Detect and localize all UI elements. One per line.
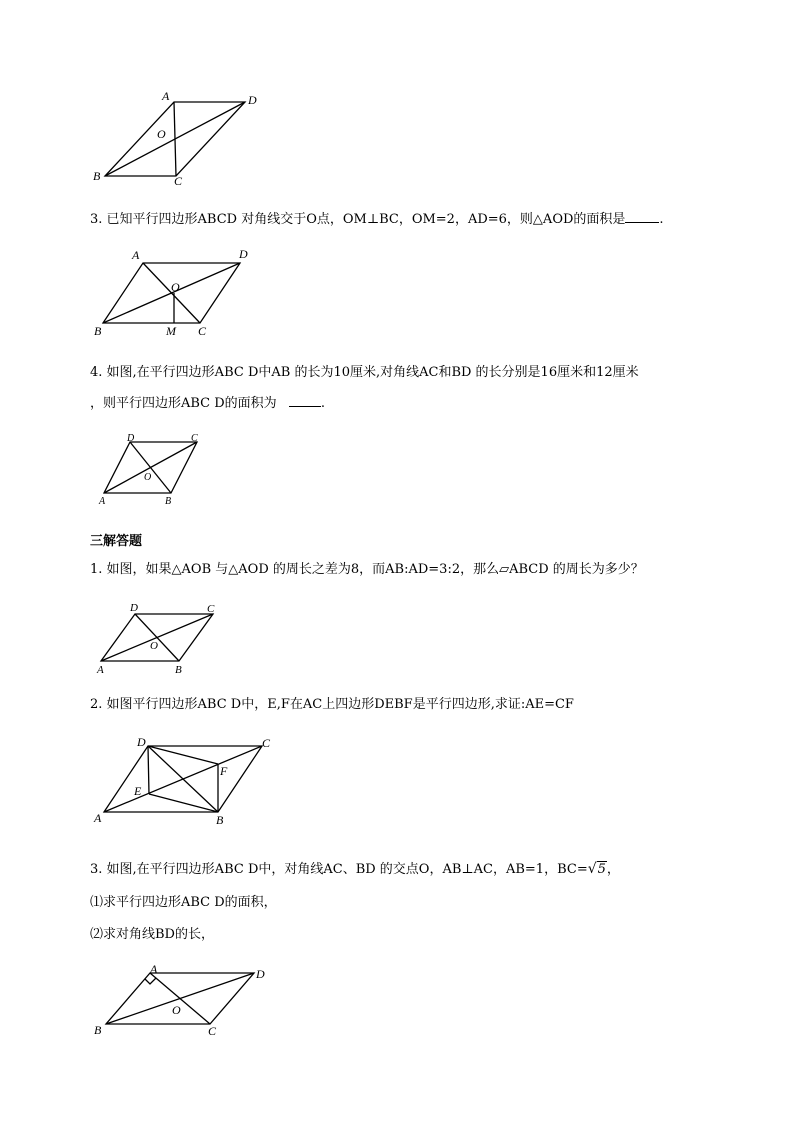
label-d: D	[130, 602, 138, 614]
fill-in-question-3	[90, 210, 664, 229]
label-d: D	[248, 93, 257, 107]
label-b: B	[175, 664, 182, 676]
figure-solve-q3-parallelogram	[90, 960, 280, 1040]
question-number: 2.	[90, 697, 103, 712]
figure-parallelogram-top	[90, 88, 280, 193]
label-b: B	[94, 1023, 102, 1037]
label-o: O	[150, 640, 158, 652]
solve-question-3	[90, 860, 620, 879]
label-d: D	[137, 735, 146, 749]
label-m: M	[166, 324, 176, 338]
parallelogram-symbol: ▱	[499, 562, 510, 577]
question-tail: ，	[606, 862, 620, 877]
label-a: A	[94, 811, 102, 825]
question-text-continued: ABCD 的周长为多少？	[509, 562, 644, 577]
fill-in-question-4-line1	[90, 364, 639, 382]
label-b: B	[216, 813, 224, 827]
label-c: C	[208, 1024, 217, 1038]
question-number: 3.	[90, 862, 103, 877]
label-f: F	[220, 764, 228, 778]
diagonal-bd	[105, 102, 245, 176]
label-c: C	[262, 736, 271, 750]
question-number: 4.	[90, 365, 103, 380]
section-title: 三解答题	[90, 534, 143, 549]
label-o: O	[157, 127, 166, 141]
question-text: 如图,在平行四边形ABC D中AB 的长为10厘米,对角线AC和BD 的长分别是16厘米和12厘米	[106, 365, 639, 380]
figure-solve-q2-parallelogram	[90, 730, 280, 830]
label-c: C	[207, 603, 215, 615]
label-e: E	[134, 784, 142, 798]
label-d: D	[256, 967, 265, 981]
question-text: 如图平行四边形ABC D中，E,F在AC上四边形DEBF是平行四边形,求证:AE=CF	[106, 697, 574, 712]
question-text: 如图,在平行四边形ABC D中，对角线AC、BD 的交点O，AB⊥AC，AB=1，BC=	[106, 862, 588, 877]
right-angle-mark	[145, 978, 156, 984]
solve-question-3-sub1: ⑴求平行四边形ABC D的面积，	[90, 895, 277, 910]
sqrt-expression	[588, 860, 607, 879]
label-b: B	[93, 169, 101, 183]
sqrt-radicand: 5	[597, 862, 606, 877]
question-text-continued: ，则平行四边形ABC D的面积为	[90, 396, 277, 411]
figure-q4-parallelogram	[95, 430, 210, 510]
label-b: B	[94, 324, 102, 338]
label-a: A	[132, 248, 140, 262]
diagonal-bd	[135, 614, 179, 661]
label-a: A	[150, 962, 158, 976]
diagonal-bd	[130, 442, 171, 493]
solve-question-1	[90, 561, 644, 579]
solve-question-2	[90, 696, 574, 714]
segment-de	[148, 746, 149, 794]
segment-db	[148, 746, 218, 812]
label-o: O	[172, 1003, 181, 1017]
sqrt-sign: √	[587, 861, 597, 877]
label-a: A	[162, 89, 170, 103]
question-text: 已知平行四边形ABCD 对角线交于O点，OM⊥BC，OM=2，AD=6，则△AOD的面积是	[106, 212, 626, 227]
label-c: C	[198, 324, 207, 338]
label-o: O	[144, 472, 152, 483]
answer-blank[interactable]	[289, 394, 321, 407]
solve-question-3-sub2: ⑵求对角线BD的长，	[90, 927, 214, 942]
question-tail: .	[659, 212, 664, 227]
segment-df	[148, 746, 218, 764]
label-c: C	[174, 174, 183, 188]
label-o: O	[171, 280, 180, 294]
answer-blank[interactable]	[625, 210, 659, 223]
question-text: 如图，如果△AOB 与△AOD 的周长之差为8，而AB:AD=3:2，那么	[106, 562, 500, 577]
label-b: B	[165, 496, 172, 507]
question-number: 1.	[90, 562, 103, 577]
label-a: A	[97, 664, 104, 676]
figure-solve-q1-parallelogram	[95, 600, 225, 680]
label-c: C	[191, 433, 198, 444]
fill-in-question-4-line2	[90, 394, 325, 413]
question-number: 3.	[90, 212, 103, 227]
question-tail: .	[320, 396, 325, 411]
label-d: D	[127, 433, 135, 444]
label-d: D	[239, 247, 248, 261]
label-a: A	[99, 496, 106, 507]
figure-q3-parallelogram	[90, 245, 270, 340]
